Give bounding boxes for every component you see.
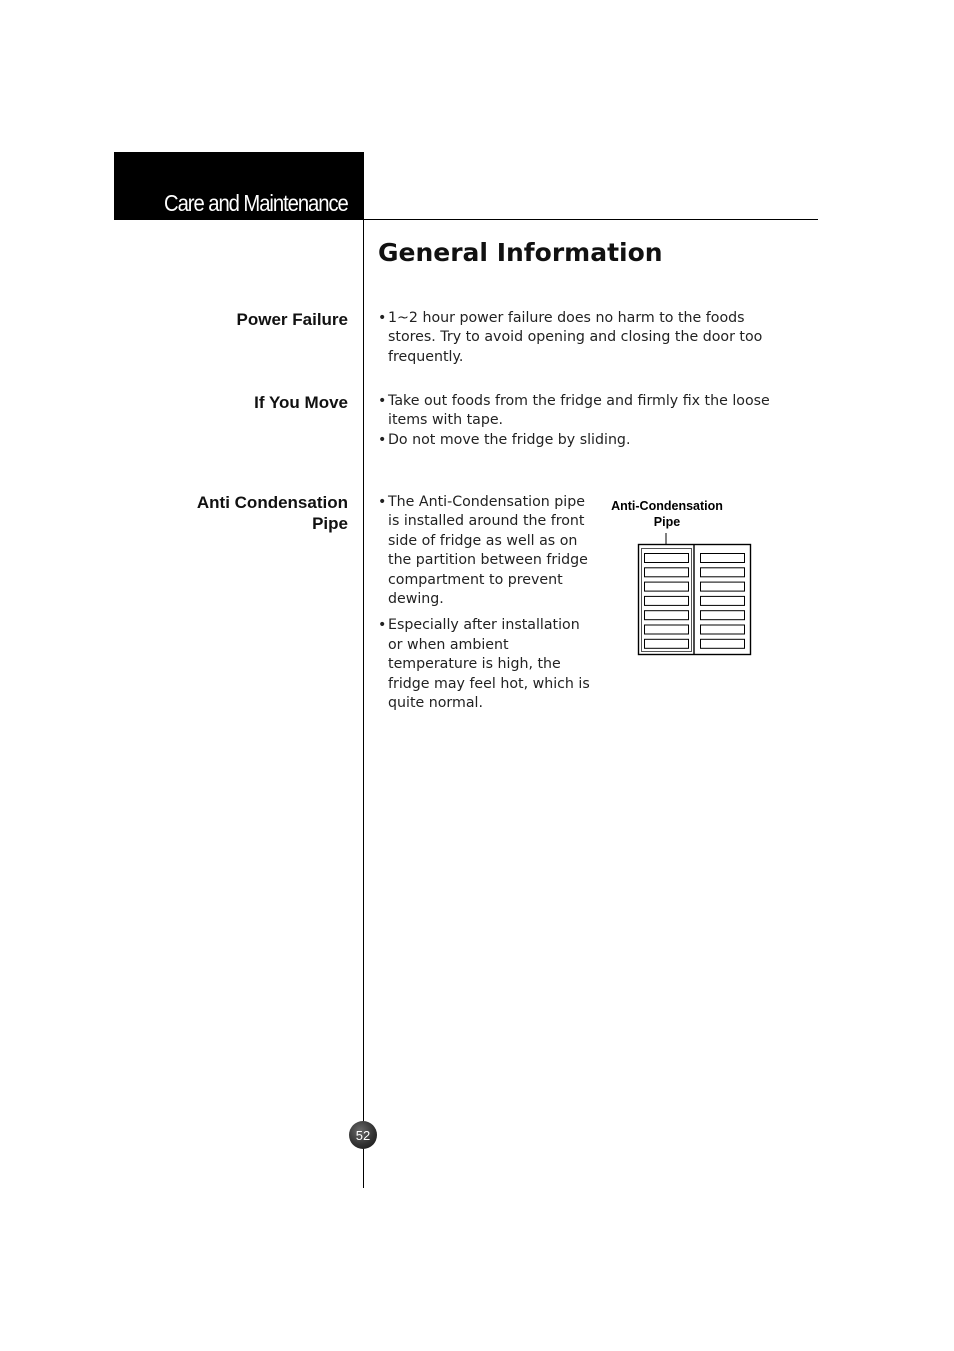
- shelf: [701, 639, 745, 648]
- page-title: General Information: [378, 238, 663, 267]
- shelf: [701, 611, 745, 620]
- page-number-badge: 52: [349, 1121, 377, 1149]
- shelf: [645, 596, 689, 605]
- section-label-line: Pipe: [312, 514, 348, 533]
- shelf: [645, 554, 689, 563]
- power-failure-bullets: [378, 309, 768, 367]
- section-label-line: Anti Condensation: [196, 493, 348, 512]
- shelf: [645, 568, 689, 577]
- section-label-anti-condensation: [197, 492, 348, 534]
- shelf: [701, 582, 745, 591]
- bullet-item: • Take out foods from the fridge and firmly fix the loose items with tape.: [378, 392, 773, 431]
- if-you-move-bullets: [378, 392, 773, 450]
- bullet-item: • Do not move the fridge by sliding.: [378, 431, 773, 450]
- shelf: [645, 625, 689, 634]
- bullet-item: • The Anti-Condensation pipe is installed around the front side of fridge as well as on the partition between fridge compartment to prevent dewing.: [378, 493, 590, 609]
- diagram-label-line: Pipe: [653, 515, 681, 529]
- shelf: [645, 611, 689, 620]
- shelf: [701, 596, 745, 605]
- section-label-if-you-move: If You Move: [254, 393, 348, 412]
- shelf: [645, 639, 689, 648]
- shelf: [645, 582, 689, 591]
- bullet-item: • Especially after installation or when ambient temperature is high, the fridge may feel hot, which is quite normal.: [378, 616, 590, 713]
- diagram-label-line: Anti-Condensation: [611, 499, 723, 513]
- vertical-divider: [363, 220, 364, 1188]
- section-title: Care and Maintenance: [164, 190, 348, 216]
- shelf: [701, 554, 745, 563]
- shelf: [701, 568, 745, 577]
- bullet-item: • 1~2 hour power failure does no harm to the foods stores. Try to avoid opening and closing the door too frequently.: [378, 309, 768, 367]
- header-rule: [364, 219, 818, 220]
- fridge-illustration: [600, 496, 760, 666]
- fridge-diagram: [600, 496, 760, 666]
- section-header: [114, 152, 364, 220]
- shelf: [701, 625, 745, 634]
- section-label-power-failure: Power Failure: [236, 310, 348, 329]
- anti-condensation-bullets: [378, 493, 590, 713]
